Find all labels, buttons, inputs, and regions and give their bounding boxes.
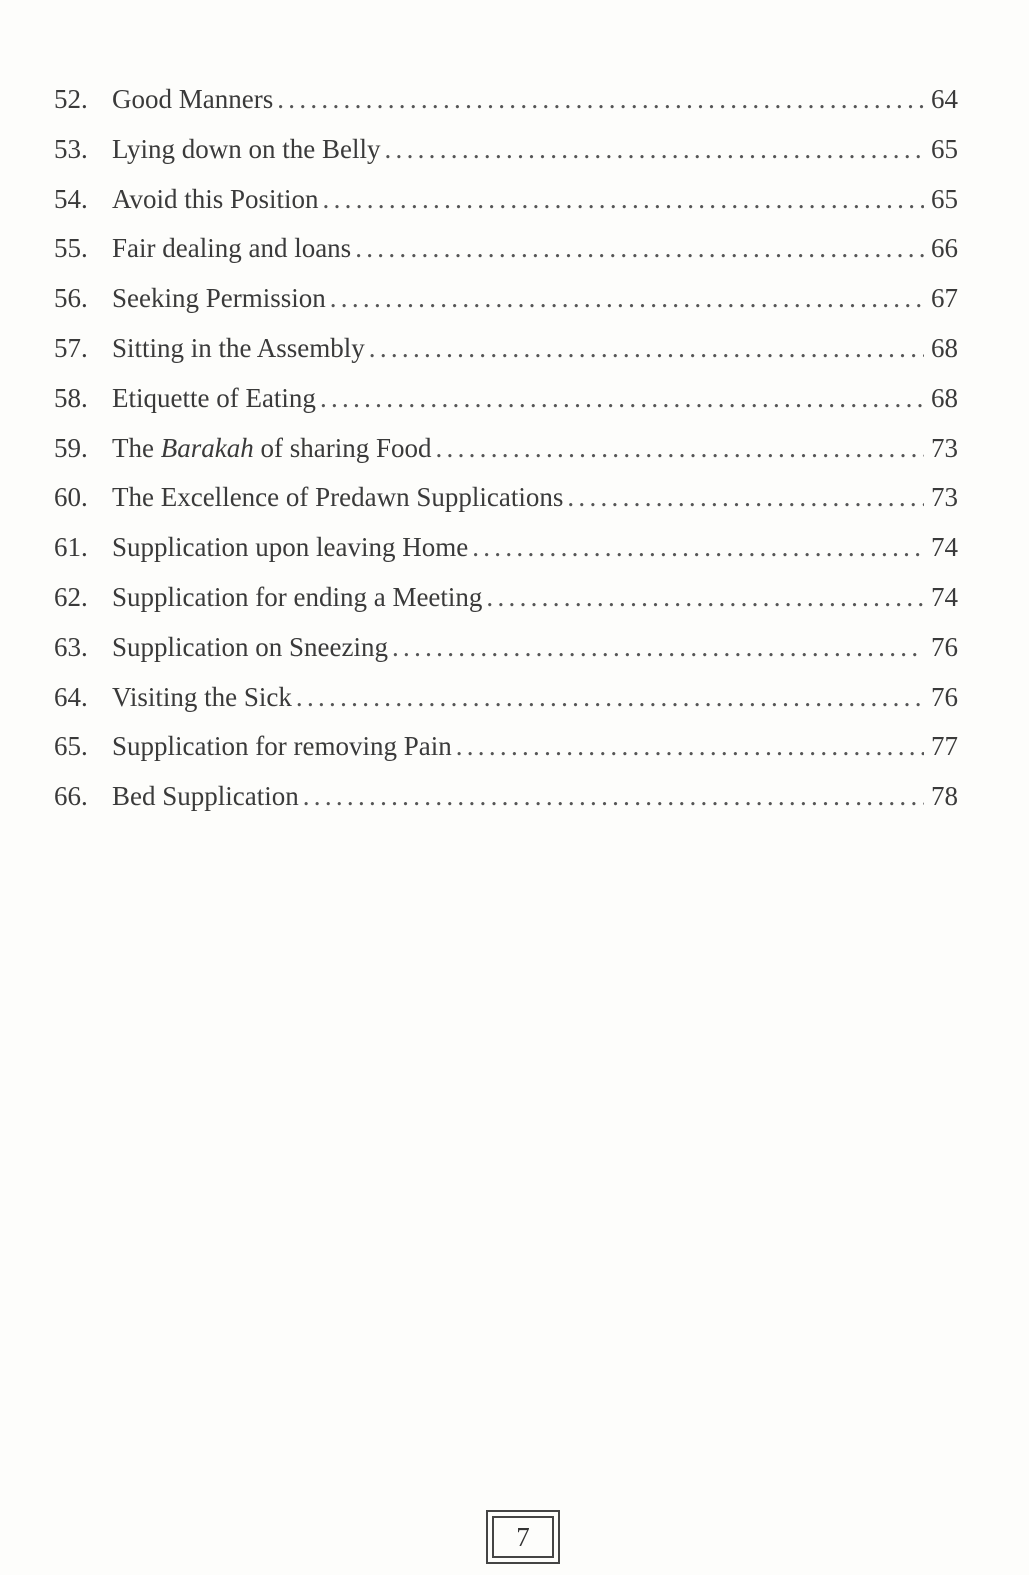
entry-title-part: Barakah bbox=[160, 432, 254, 463]
toc-entry bbox=[54, 781, 958, 831]
entry-title-part: Etiquette of Eating bbox=[112, 382, 316, 413]
entry-title bbox=[112, 433, 431, 464]
entry-page: 66 bbox=[931, 233, 958, 264]
entry-page: 74 bbox=[931, 532, 958, 563]
entry-title-part: Supplication upon leaving Home bbox=[112, 532, 469, 563]
entry-title-part: Avoid this Position bbox=[112, 183, 319, 214]
entry-title-part: Bed Supplication bbox=[112, 781, 299, 812]
entry-number: 64. bbox=[54, 681, 88, 712]
entry-title-part: Visiting the Sick bbox=[112, 681, 292, 712]
toc-entry bbox=[54, 433, 958, 483]
entry-title-part: Supplication for removing Pain bbox=[112, 731, 452, 762]
entry-page: 64 bbox=[931, 84, 958, 114]
entry-title-part: Lying down on the Belly bbox=[112, 133, 381, 164]
entry-number: 52. bbox=[54, 84, 88, 114]
page-number-box bbox=[486, 1510, 560, 1564]
dot-leader bbox=[486, 582, 924, 613]
entry-title-part: Sitting in the Assembly bbox=[112, 332, 365, 363]
entry-number: 61. bbox=[54, 532, 88, 563]
dot-leader bbox=[472, 532, 924, 563]
entry-page: 68 bbox=[931, 382, 958, 413]
entry-title-part: Fair dealing and loans bbox=[112, 233, 352, 264]
entry-title-part: of sharing Food bbox=[253, 432, 432, 463]
entry-number: 59. bbox=[54, 432, 88, 463]
entry-page: 67 bbox=[931, 283, 958, 314]
entry-title bbox=[112, 333, 365, 364]
page-number: 7 bbox=[492, 1516, 554, 1558]
entry-number: 60. bbox=[54, 482, 88, 513]
entry-page: 73 bbox=[931, 482, 958, 513]
dot-leader bbox=[355, 233, 924, 264]
dot-leader bbox=[303, 781, 924, 812]
entry-number: 66. bbox=[54, 781, 88, 812]
dot-leader bbox=[320, 383, 924, 414]
entry-number: 55. bbox=[54, 233, 88, 264]
entry-title-part: Supplication for ending a Meeting bbox=[112, 581, 483, 612]
dot-leader bbox=[323, 184, 924, 215]
entry-page: 74 bbox=[931, 581, 958, 612]
entry-title bbox=[112, 582, 482, 613]
toc-entry bbox=[54, 731, 958, 781]
dot-leader bbox=[330, 283, 924, 314]
entry-title bbox=[112, 731, 452, 762]
table-of-contents bbox=[54, 84, 958, 831]
entry-number: 63. bbox=[54, 631, 88, 662]
entry-title-part: Seeking Permission bbox=[112, 283, 326, 314]
entry-title bbox=[112, 283, 326, 314]
dot-leader bbox=[435, 433, 924, 464]
toc-entry bbox=[54, 333, 958, 383]
entry-title bbox=[112, 632, 388, 663]
toc-entry bbox=[54, 233, 958, 283]
entry-page: 78 bbox=[931, 781, 958, 812]
entry-title bbox=[112, 233, 351, 264]
entry-title bbox=[112, 84, 273, 115]
entry-number: 53. bbox=[54, 133, 88, 164]
toc-entry bbox=[54, 134, 958, 184]
entry-number: 65. bbox=[54, 731, 88, 762]
dot-leader bbox=[296, 682, 924, 713]
entry-title-part: The bbox=[112, 432, 161, 463]
toc-entry bbox=[54, 582, 958, 632]
entry-title bbox=[112, 781, 299, 812]
dot-leader bbox=[277, 84, 924, 115]
toc-entry bbox=[54, 383, 958, 433]
entry-number: 54. bbox=[54, 183, 88, 214]
entry-page: 73 bbox=[931, 432, 958, 463]
entry-page: 76 bbox=[931, 681, 958, 712]
dot-leader bbox=[384, 134, 924, 165]
toc-entry bbox=[54, 84, 958, 134]
entry-number: 62. bbox=[54, 581, 88, 612]
entry-title bbox=[112, 532, 468, 563]
toc-entry bbox=[54, 283, 958, 333]
toc-entry bbox=[54, 632, 958, 682]
toc-entry bbox=[54, 682, 958, 732]
entry-page: 76 bbox=[931, 631, 958, 662]
entry-title bbox=[112, 482, 563, 513]
entry-title-part: Supplication on Sneezing bbox=[112, 631, 388, 662]
entry-number: 56. bbox=[54, 283, 88, 314]
entry-title-part: Good Manners bbox=[112, 84, 274, 114]
dot-leader bbox=[369, 333, 924, 364]
entry-number: 57. bbox=[54, 332, 88, 363]
toc-entry bbox=[54, 184, 958, 234]
entry-page: 77 bbox=[931, 731, 958, 762]
entry-title bbox=[112, 134, 380, 165]
toc-entry bbox=[54, 482, 958, 532]
entry-title bbox=[112, 184, 319, 215]
entry-title bbox=[112, 383, 316, 414]
entry-page: 68 bbox=[931, 332, 958, 363]
entry-number: 58. bbox=[54, 382, 88, 413]
dot-leader bbox=[392, 632, 924, 663]
entry-title bbox=[112, 682, 292, 713]
dot-leader bbox=[567, 482, 924, 513]
entry-page: 65 bbox=[931, 183, 958, 214]
dot-leader bbox=[456, 731, 924, 762]
toc-entry bbox=[54, 532, 958, 582]
entry-title-part: The Excellence of Predawn Supplications bbox=[112, 482, 564, 513]
entry-page: 65 bbox=[931, 133, 958, 164]
